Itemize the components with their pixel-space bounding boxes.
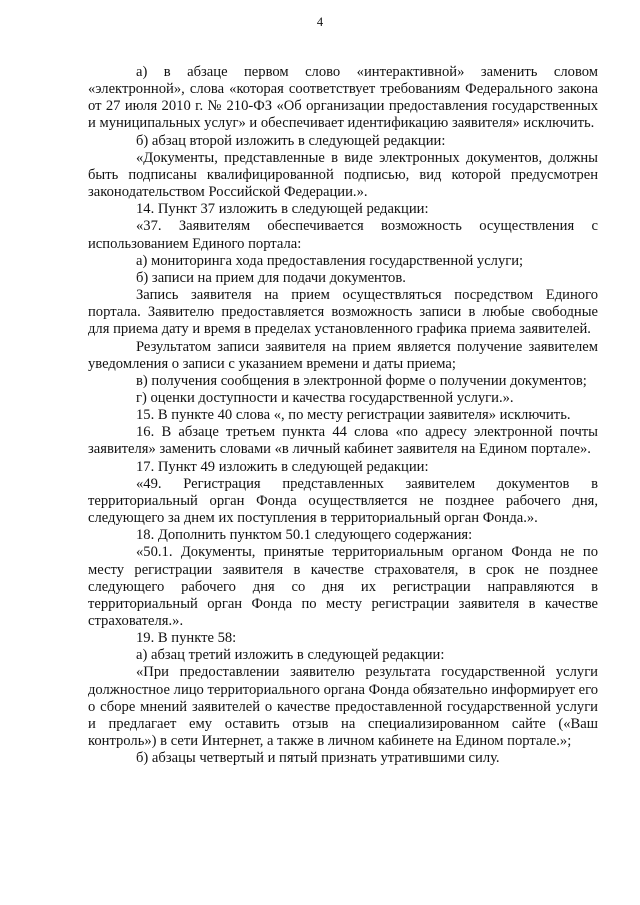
paragraph-item-14: 14. Пункт 37 изложить в следующей редакции:: [136, 201, 429, 218]
paragraph-item-19: 19. В пункте 58:: [136, 630, 237, 647]
paragraph-item-15: 15. В пункте 40 слова «, по месту регистрации заявителя» исключить.: [136, 407, 571, 424]
paragraph-37-a: а) мониторинга хода предоставления государственной услуги;: [136, 252, 524, 269]
paragraph-quote-50-1: «50.1. Документы, принятые территориальным органом Фонда не по месту регистрации заявителя в качестве страхователя, в срок не позднее следующего рабочего дня со дня их регистрации направляются в территориальный орган Фонда по месту регистрации заявителя в качестве страхователя.».: [88, 544, 598, 629]
paragraph-19-b: б) абзацы четвертый и пятый признать утратившими силу.: [136, 750, 500, 767]
paragraph-37-v: в) получения сообщения в электронной форме о получении документов;: [136, 372, 587, 389]
paragraph-item-18: 18. Дополнить пунктом 50.1 следующего содержания:: [136, 527, 473, 544]
paragraph-item-17: 17. Пункт 49 изложить в следующей редакции:: [136, 458, 429, 475]
paragraph-37-b: б) записи на прием для подачи документов.: [136, 269, 406, 286]
paragraph-item-16: 16. В абзаце третьем пункта 44 слова «по адресу электронной почты заявителя» заменить словами «в личный кабинет заявителя на Едином портале».: [88, 424, 598, 458]
paragraph-1b-amendment: б) абзац второй изложить в следующей редакции:: [136, 132, 446, 149]
paragraph-37-appointment: Запись заявителя на прием осуществляться посредством Единого портала. Заявителю предоставляется возможность записи в любые свободные для приема дату и время в пределах установленного графика приема заявителей.: [88, 287, 598, 338]
paragraph-19-a: а) абзац третий изложить в следующей редакции:: [136, 647, 445, 664]
paragraph-37-result: Результатом записи заявителя на прием является получение заявителем уведомления о записи с указанием времени и даты приема;: [88, 338, 598, 372]
paragraph-37-g: г) оценки доступности и качества государственной услуги.».: [136, 389, 514, 406]
paragraph-quote-37: «37. Заявителям обеспечивается возможность осуществления с использованием Единого портала:: [88, 218, 598, 252]
paragraph-quote-49: «49. Регистрация представленных заявителем документов в территориальный орган Фонда осуществляется не позднее рабочего дня, следующего за днем их поступления в территориальный орган Фонда.».: [88, 475, 598, 527]
document-body: [88, 64, 598, 767]
paragraph-1a-amendment: а) в абзаце первом слово «интерактивной» заменить словом «электронной», слова «которая соответствует требованиям Федерального закона от 27 июля 2010 г. № 210-ФЗ «Об организации предоставления государственных и муниципальных услуг» и обеспечивает идентификацию заявителя» исключить.: [88, 64, 598, 132]
page-number: 4: [316, 15, 324, 29]
paragraph-quote-documents: «Документы, представленные в виде электронных документов, должны быть подписаны квалифицированной подписью, вид которой предусмотрен законодательством Российской Федерации.».: [88, 149, 598, 201]
paragraph-quote-58: «При предоставлении заявителю результата государственной услуги должностное лицо территориального органа Фонда обязательно информирует его о сборе мнений заявителей о качестве предоставленной государственной услуги и предлагает ему оставить отзыв на специализированном сайте («Ваш контроль») в сети Интернет, а также в личном кабинете на Едином портале.»;: [88, 664, 598, 750]
